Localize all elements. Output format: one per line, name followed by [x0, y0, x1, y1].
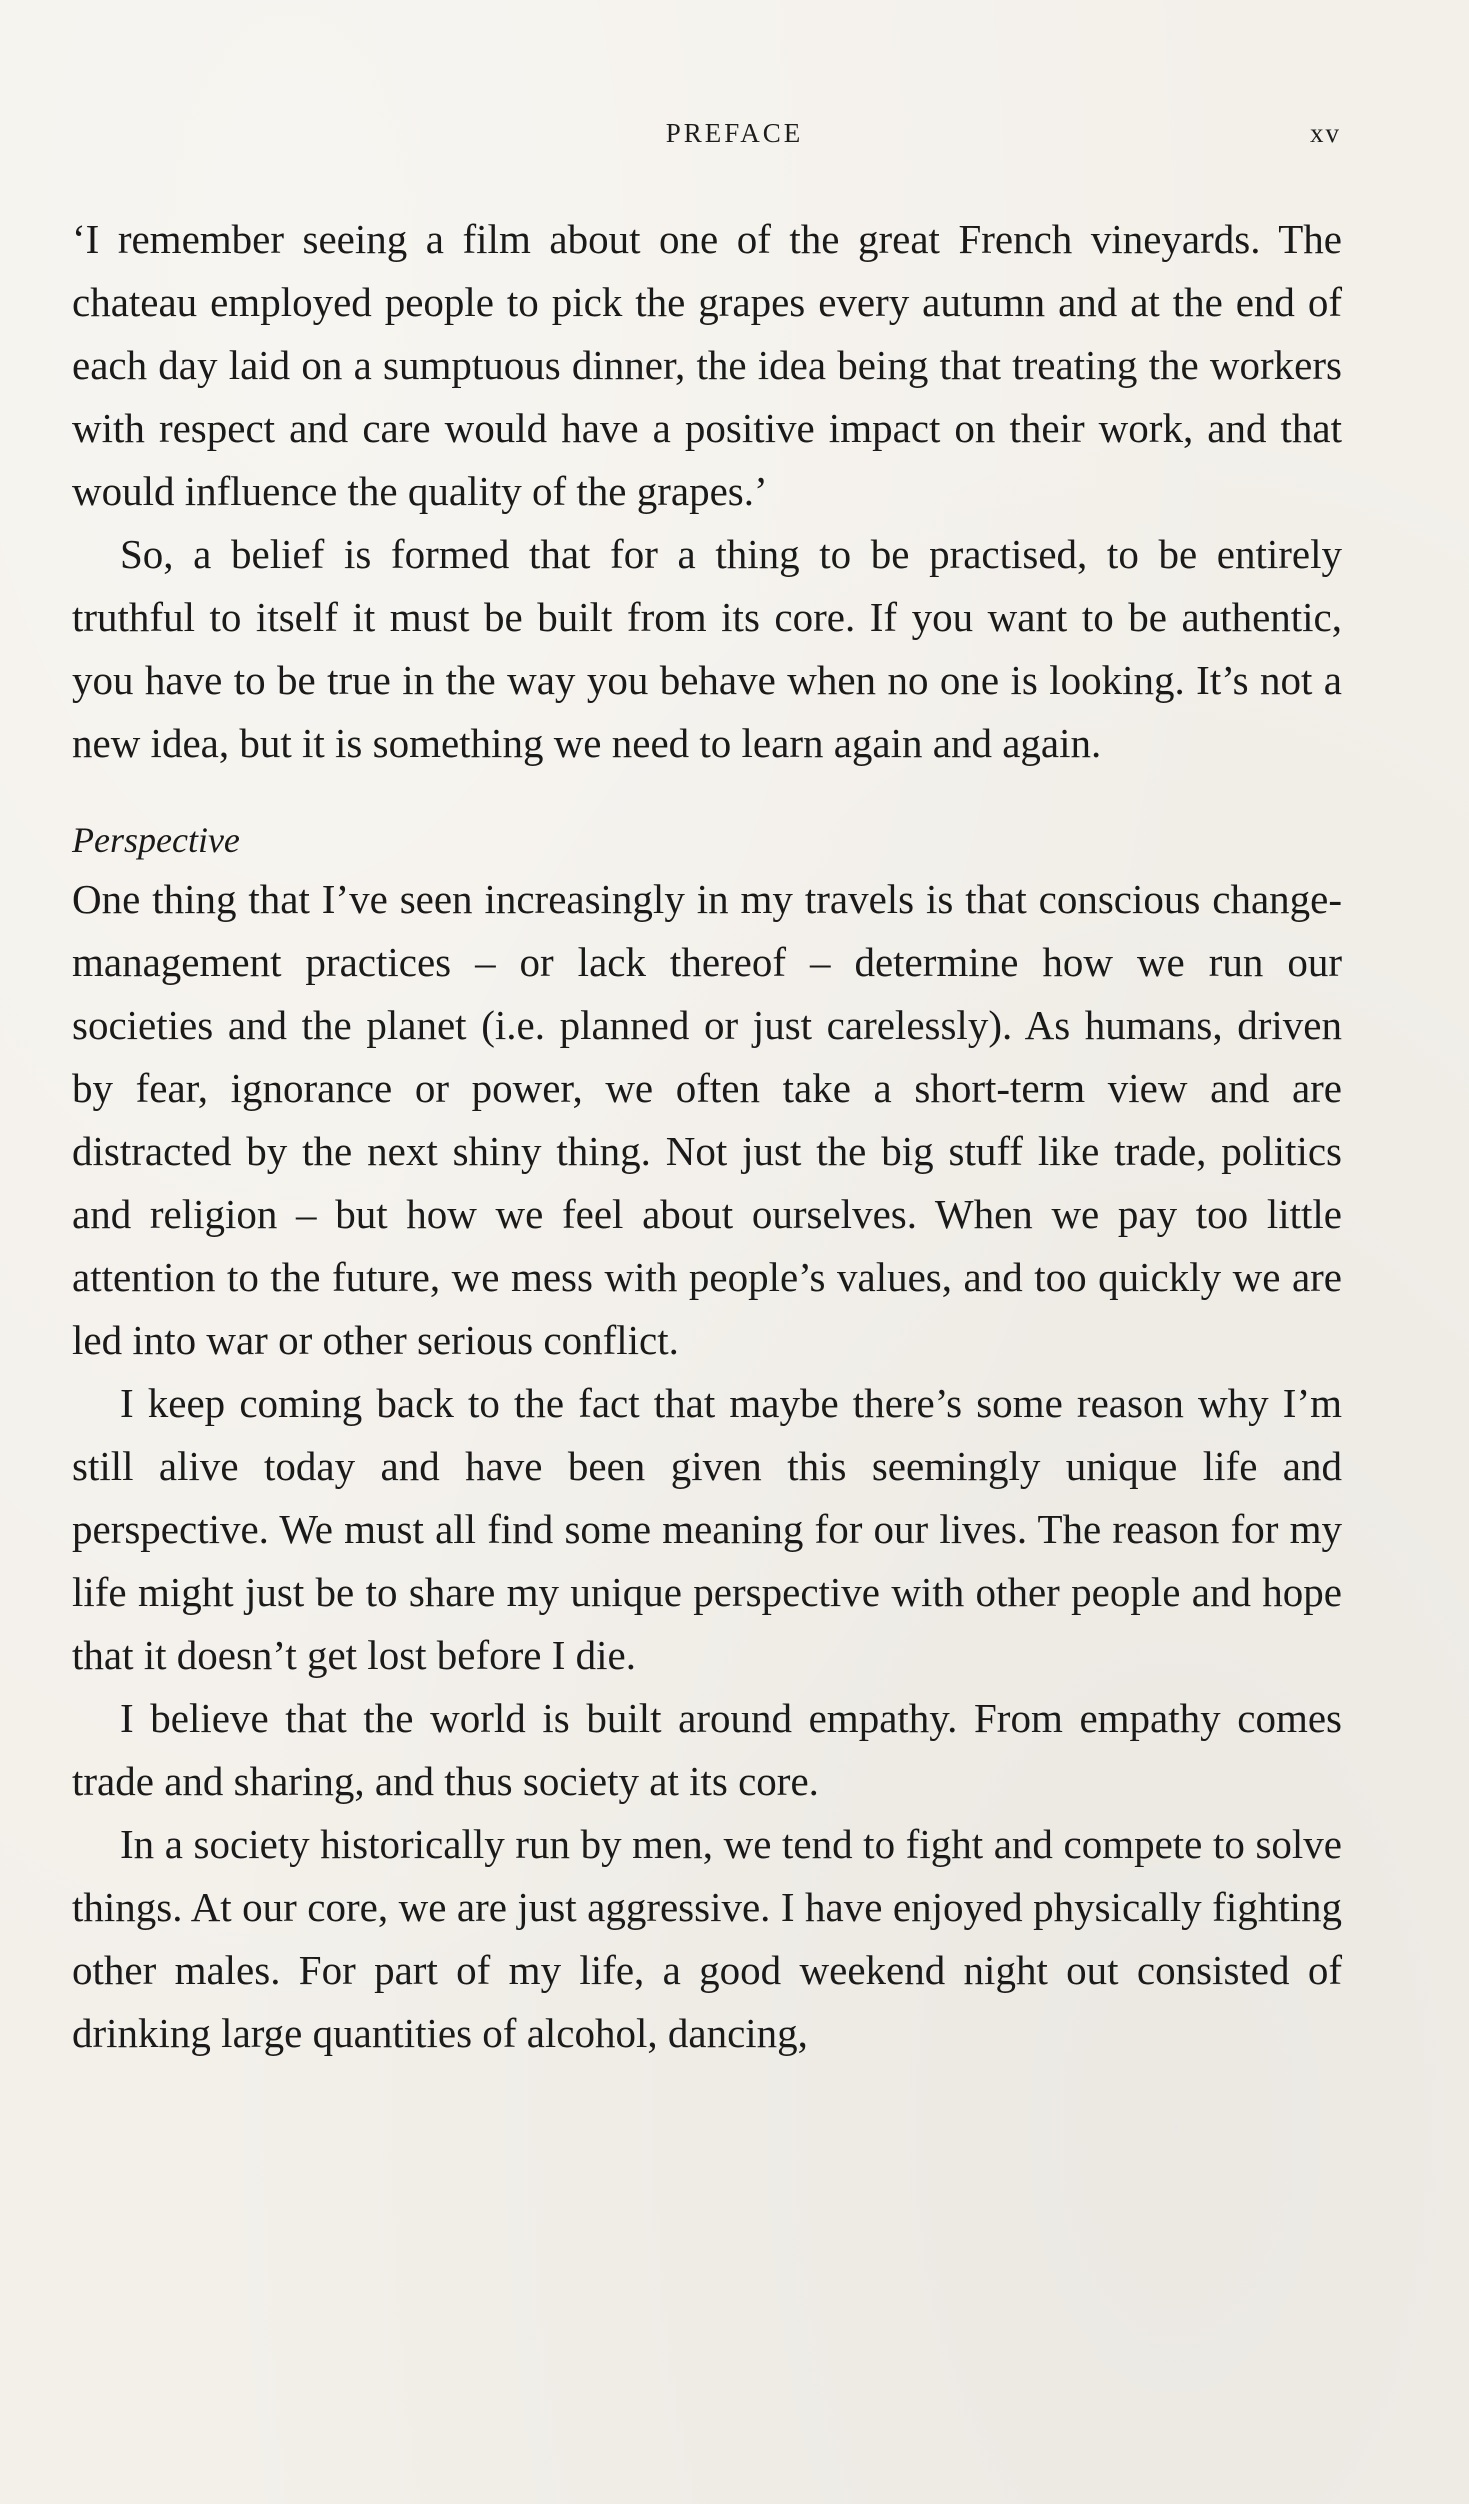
- running-title: PREFACE: [665, 118, 804, 148]
- paragraph: One thing that I’ve seen increasingly in my travels is that conscious change-management practices – or lack thereof – determine how we run our societies and the planet (i.e. planned or just carelessly). As humans, driven by fear, ignorance or power, we often take a short-term view and are distracted by the next shiny thing. Not just the big stuff like trade, politics and religion – but how we feel about ourselves. When we pay too little attention to the future, we mess with people’s values, and too quickly we are led into war or other serious conflict.: [72, 876, 1342, 1363]
- paragraph: In a society historically run by men, we tend to fight and compete to solve things. At our core, we are just aggressive. I have enjoyed physically fighting other males. For part of my life, a good weekend night out consisted of drinking large quantities of alcohol, dancing,: [72, 1821, 1342, 2056]
- running-head: [0, 118, 1469, 158]
- section-heading: Perspective: [72, 820, 240, 860]
- paragraph: So, a belief is formed that for a thing to be practised, to be entirely truthful to itself it must be built from its core. If you want to be authentic, you have to be true in the way you behave when no one is looking. It’s not a new idea, but it is something we need to learn again and again.: [72, 531, 1342, 766]
- page-number: xv: [1310, 118, 1341, 148]
- text-block: [72, 208, 1342, 2065]
- paragraph-quote: ‘I remember seeing a film about one of the great French vineyards. The chateau employed people to pick the grapes every autumn and at the end of each day laid on a sumptuous dinner, the idea being that treating the workers with respect and care would have a positive impact on their work, and that would influence the quality of the grapes.’: [72, 216, 1342, 514]
- paragraph: I believe that the world is built around empathy. From empathy comes trade and sharing, and thus society at its core.: [72, 1695, 1342, 1804]
- paragraph: I keep coming back to the fact that maybe there’s some reason why I’m still alive today and have been given this seemingly unique life and perspective. We must all find some meaning for our lives. The reason for my life might just be to share my unique perspective with other people and hope that it doesn’t get lost before I die.: [72, 1380, 1342, 1678]
